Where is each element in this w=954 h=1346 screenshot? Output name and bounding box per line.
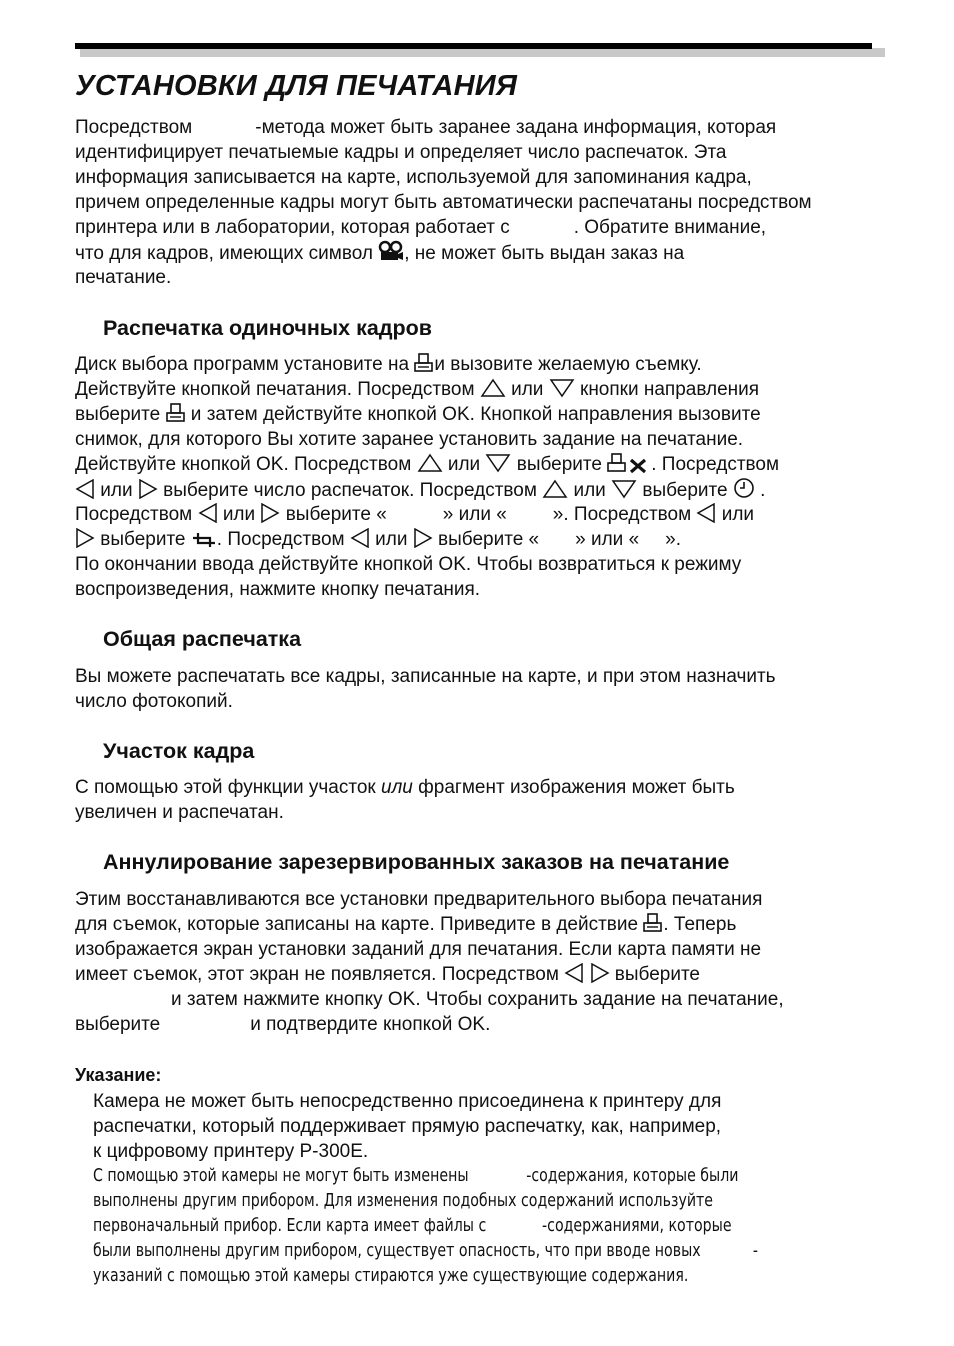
right-arrow-icon xyxy=(590,963,610,990)
crop-line-2: увеличен и распечатан. xyxy=(75,802,284,823)
heading-cancel: Аннулирование зарезервированных заказов на печатание xyxy=(103,850,730,874)
note-small-line-4: были выполнены другим прибором, существует опасность, что при вводе новых - xyxy=(93,1241,758,1261)
down-arrow-icon xyxy=(485,453,511,480)
intro-line-7: печатание. xyxy=(75,267,172,288)
note-label: Указание: xyxy=(75,1065,162,1085)
single-line-7: Посредством или выберите « » или « ». Посредством или xyxy=(75,502,890,530)
trim-icon xyxy=(191,528,217,555)
cancel-line-4: имеет съемок, этот экран не появляется. Посредством выберите xyxy=(75,962,890,990)
right-arrow-icon xyxy=(75,528,95,555)
single-line-2: Действуйте кнопкой печатания. Посредством или кнопки направления xyxy=(75,377,890,405)
single-line-1: Диск выбора программ установите на и вызовите желаемую съемку. xyxy=(75,352,890,380)
intro-line-4: причем определенные кадры могут быть автоматически распечатаны посредством xyxy=(75,192,812,213)
note-small-line-5: указаний с помощью этой камеры стираются уже существующие содержания. xyxy=(93,1266,689,1286)
all-line-1: Вы можете распечатать все кадры, записанные на карте, и при этом назначить xyxy=(75,666,776,687)
cancel-line-2: для съемок, которые записаны на карте. Приведите в действие . Теперь xyxy=(75,912,890,940)
intro-line-2: идентифицирует печатыемые кадры и определяет число распечаток. Эта xyxy=(75,142,727,163)
left-arrow-icon xyxy=(696,503,716,530)
heading-crop: Участок кадра xyxy=(103,739,255,763)
single-line-8: выберите . Посредством или выберите « » или « ». xyxy=(75,527,890,555)
intro-line-1: Посредством -метода может быть заранее задана информация, которая xyxy=(75,117,777,138)
header-rule xyxy=(75,43,872,49)
cancel-line-1: Этим восстанавливаются все установки предварительного выбора печатания xyxy=(75,889,763,910)
note-line-1: Камера не может быть непосредственно присоединена к принтеру для xyxy=(93,1091,722,1112)
crop-line-1: С помощью этой функции участок или фрагмент изображения может быть xyxy=(75,777,735,798)
single-line-10: воспроизведения, нажмите кнопку печатания. xyxy=(75,579,481,600)
intro-line-3: информация записывается на карте, используемой для запоминания кадра, xyxy=(75,167,752,188)
cancel-line-5: и затем нажмите кнопку OK. Чтобы сохранить задание на печатание, xyxy=(171,989,784,1010)
note-small-line-3: первоначальный прибор. Если карта имеет файлы с -содержаниями, которые xyxy=(93,1216,732,1236)
single-line-6: или выберите число распечаток. Посредством или выберите . xyxy=(75,477,890,506)
cancel-line-3: изображается экран установки заданий для печатания. Если карта памяти не xyxy=(75,939,762,960)
note-line-2: распечатки, который поддерживает прямую распечатку, как, например, xyxy=(93,1116,722,1137)
intro-line-6: что для кадров, имеющих символ , не может быть выдан заказ на xyxy=(75,240,890,269)
left-arrow-icon xyxy=(350,528,370,555)
intro-line-5: принтера или в лаборатории, которая работает с . Обратите внимание, xyxy=(75,217,767,238)
right-arrow-icon xyxy=(260,503,280,530)
up-arrow-icon xyxy=(417,453,443,480)
up-arrow-icon xyxy=(480,378,506,405)
left-arrow-icon xyxy=(564,963,584,990)
page-title: УСТАНОВКИ ДЛЯ ПЕЧАТАНИЯ xyxy=(75,70,518,102)
note-small-line-1: С помощью этой камеры не могут быть изменены -содержания, которые были xyxy=(93,1166,739,1186)
print-icon xyxy=(414,353,434,380)
down-arrow-icon xyxy=(549,378,575,405)
cancel-line-6: выберите и подтвердите кнопкой OK. xyxy=(75,1014,491,1035)
print-delete-icon xyxy=(607,453,651,480)
heading-all-print: Общая распечатка xyxy=(103,627,302,651)
print-icon xyxy=(643,913,663,940)
single-line-3: выберите и затем действуйте кнопкой OK. Кнопкой направления вызовите xyxy=(75,402,890,430)
all-line-2: число фотокопий. xyxy=(75,691,233,712)
single-line-4: снимок, для которого Вы хотите заранее установить задание на печатание. xyxy=(75,429,744,450)
print-icon xyxy=(166,403,186,430)
heading-single-print: Распечатка одиночных кадров xyxy=(103,316,432,340)
header-rule-shadow xyxy=(80,48,885,57)
single-line-5: Действуйте кнопкой OK. Посредством или выберите . Посредством xyxy=(75,452,890,480)
single-line-9: По окончании ввода действуйте кнопкой OK. Чтобы возвратиться к режиму xyxy=(75,554,742,575)
note-small-line-2: выполнены другим прибором. Для изменения подобных содержаний используйте xyxy=(93,1191,714,1211)
note-line-3: к цифровому принтеру P-300E. xyxy=(93,1141,369,1162)
right-arrow-icon xyxy=(413,528,433,555)
left-arrow-icon xyxy=(198,503,218,530)
